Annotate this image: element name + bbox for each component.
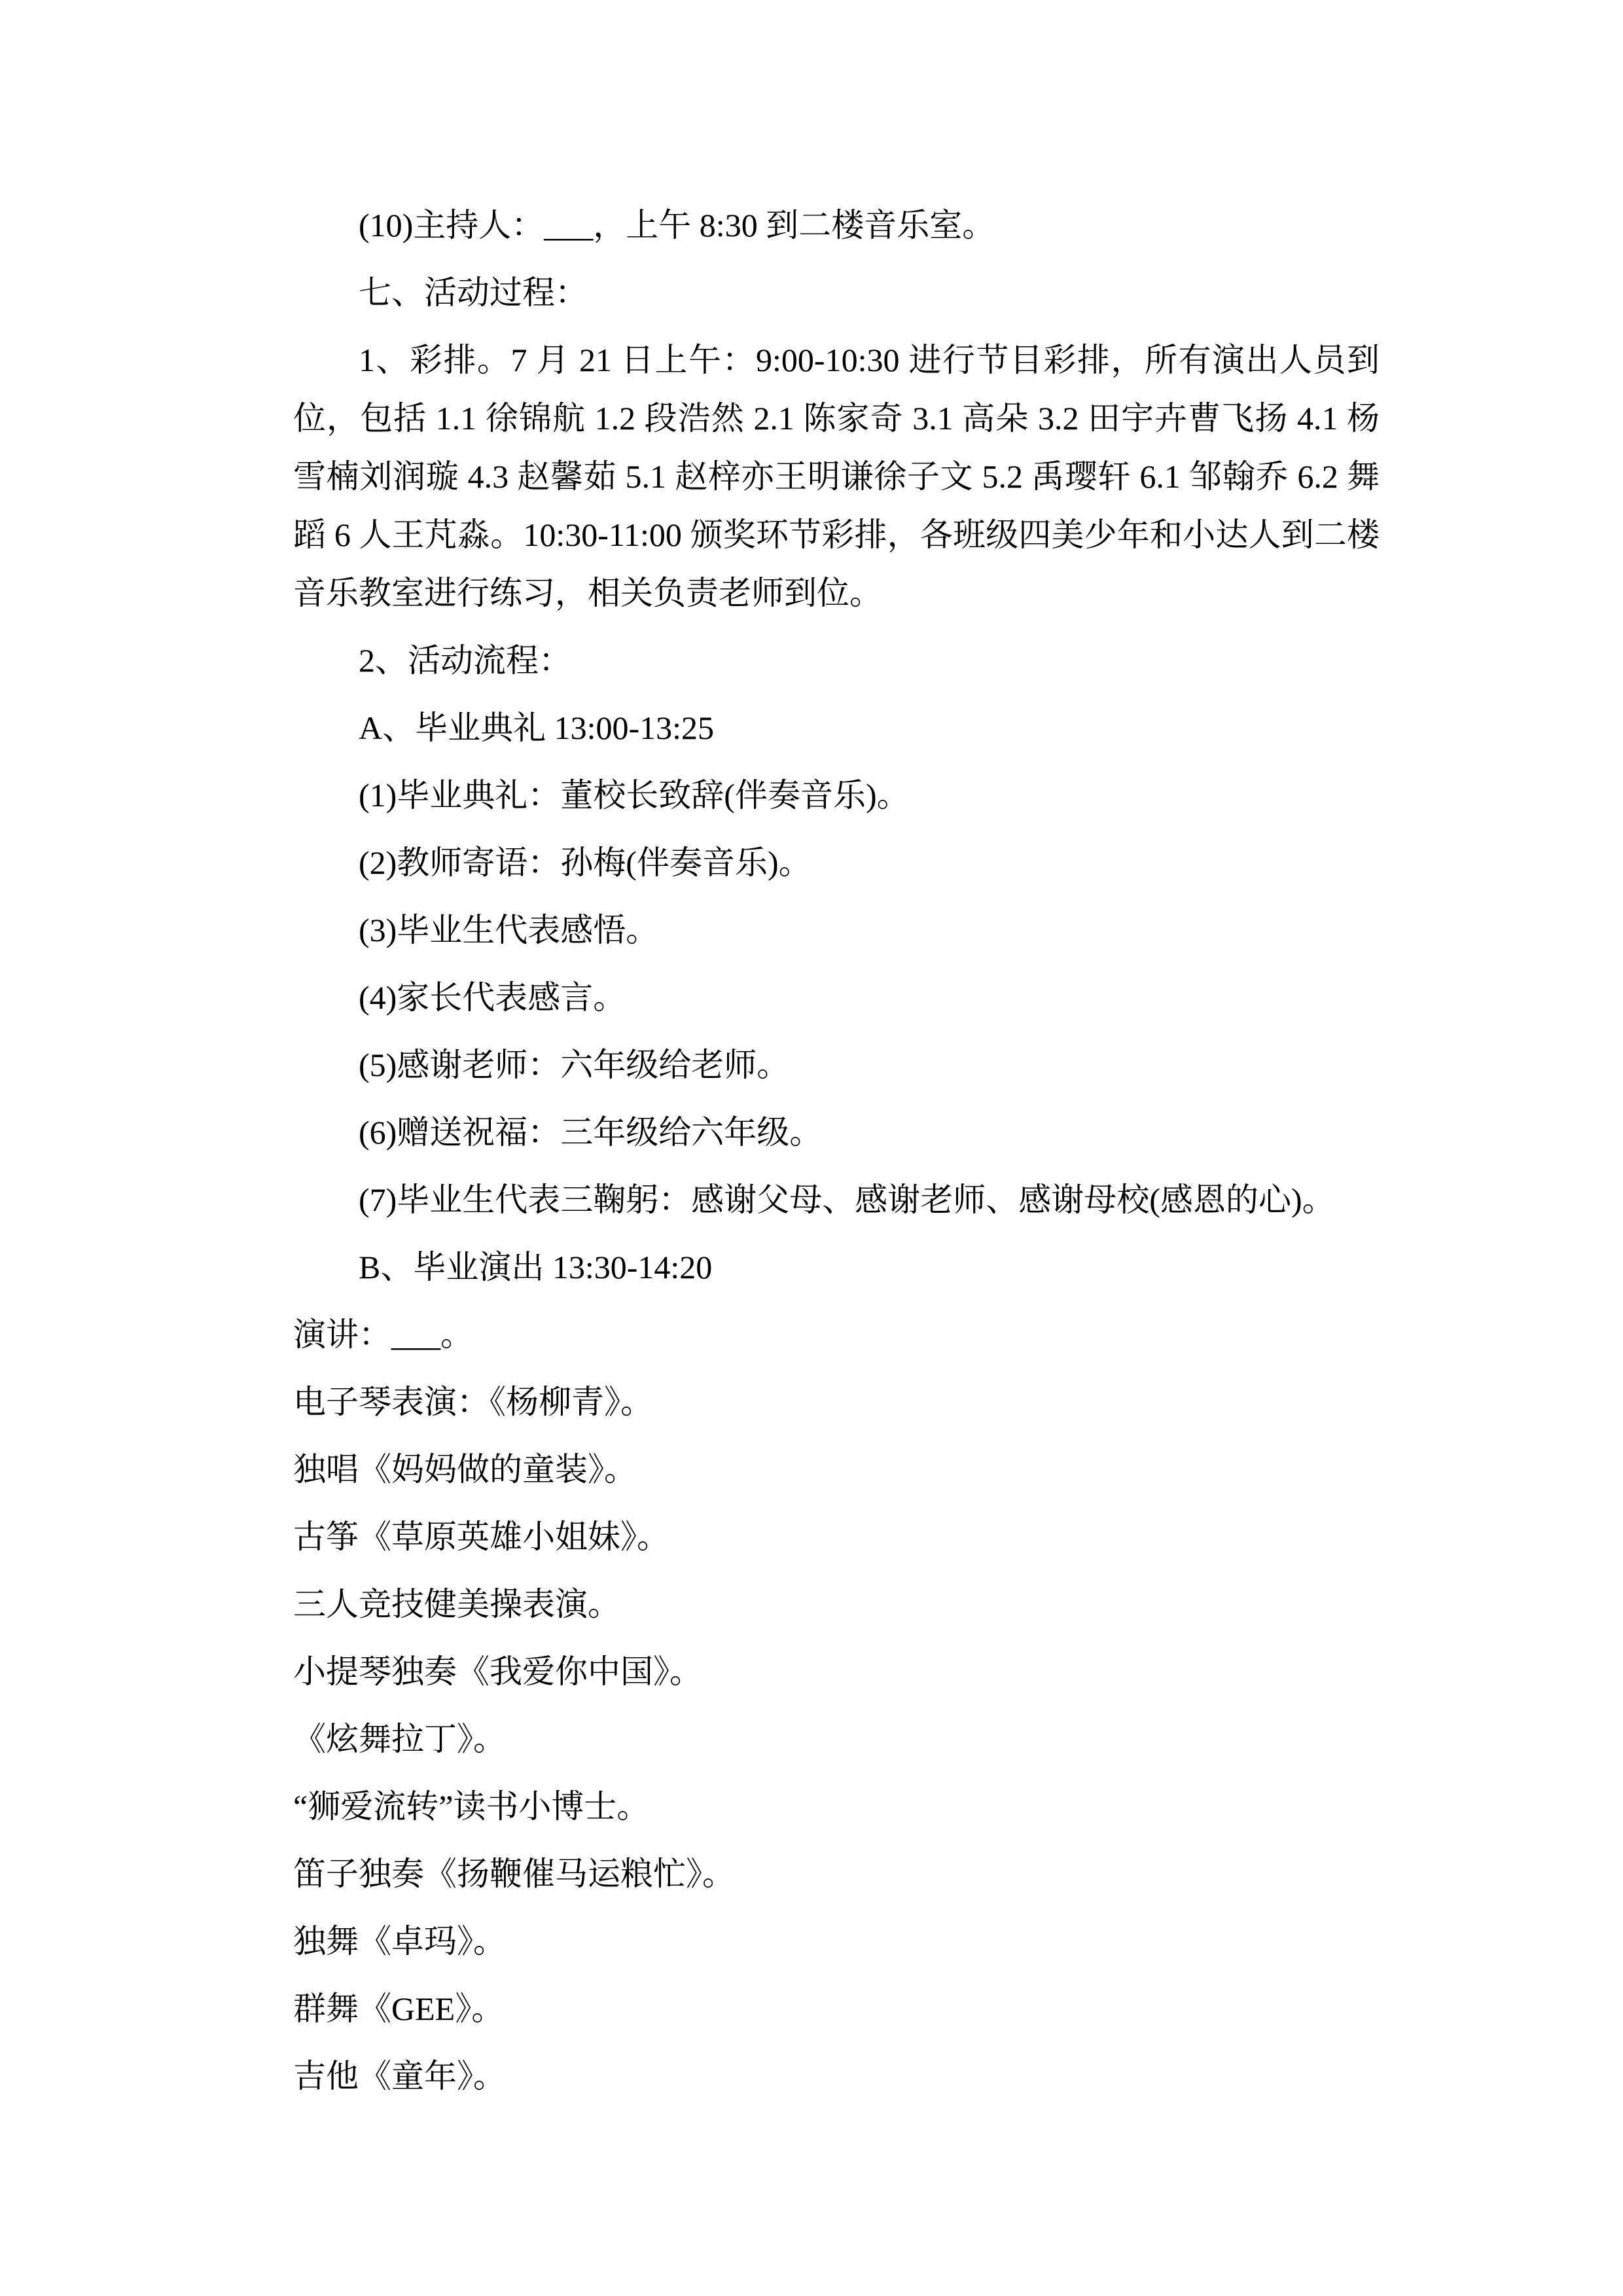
para-speech: 演讲：___。 <box>293 1316 473 1353</box>
para-perf-4: 三人竞技健美操表演。 <box>293 1586 620 1623</box>
para-perf-8: 笛子独奏《扬鞭催马运粮忙》。 <box>293 1856 735 1892</box>
para-perf-2: 独唱《妈妈做的童装》。 <box>293 1451 637 1488</box>
para-perf-11: 吉他《童年》。 <box>293 2058 506 2094</box>
para-perf-7: “狮爱流转”读书小博士。 <box>293 1788 650 1825</box>
para-perf-5: 小提琴独奏《我爱你中国》。 <box>293 1653 702 1690</box>
para-a1: (1)毕业典礼：董校长致辞(伴奏音乐)。 <box>359 777 910 814</box>
para-rehearsal: 1、彩排。7 月 21 日上午：9:00-10:30 进行节目彩排，所有演出人员到位，包括 1.1 徐锦航 1.2 段浩然 2.1 陈家奇 3.1 高朵 3.2 田宇卉曹飞扬 4.1 杨雪楠刘润璇 4.3 赵馨茹 5.1 赵梓亦王明谦徐子文 5.2 禹璎轩 6.1 邹翰乔 6.2 舞蹈 6 人王芃淼。10:30-11:00 颁奖环节彩排，各班级四美少年和小达人到二楼音乐教室进行练习，相关负责老师到位。 <box>293 342 1380 611</box>
para-section-seven: 七、活动过程： <box>359 274 588 311</box>
para-perf-1: 电子琴表演：《杨柳青》。 <box>293 1384 653 1420</box>
para-a7: (7)毕业生代表三鞠躬：感谢父母、感谢老师、感谢母校(感恩的心)。 <box>359 1181 1335 1218</box>
para-item-b: B、毕业演出 13:30-14:20 <box>359 1249 713 1285</box>
para-perf-3: 古筝《草原英雄小姐妹》。 <box>293 1518 669 1555</box>
para-perf-6: 《炫舞拉丁》。 <box>293 1721 506 1757</box>
para-a4: (4)家长代表感言。 <box>359 979 626 1016</box>
para-item-a: A、毕业典礼 13:00-13:25 <box>359 709 715 746</box>
para-a3: (3)毕业生代表感悟。 <box>359 912 659 948</box>
para-perf-9: 独舞《卓玛》。 <box>293 1923 506 1960</box>
document-body <box>293 196 1380 2106</box>
para-host: (10)主持人：___，上午 8:30 到二楼音乐室。 <box>359 207 995 243</box>
para-a6: (6)赠送祝福：三年级给六年级。 <box>359 1114 823 1151</box>
para-activity-flow: 2、活动流程： <box>359 642 571 679</box>
para-perf-10: 群舞《GEE》。 <box>293 1990 505 2027</box>
para-a5: (5)感谢老师：六年级给老师。 <box>359 1047 790 1083</box>
para-a2: (2)教师寄语：孙梅(伴奏音乐)。 <box>359 844 812 881</box>
